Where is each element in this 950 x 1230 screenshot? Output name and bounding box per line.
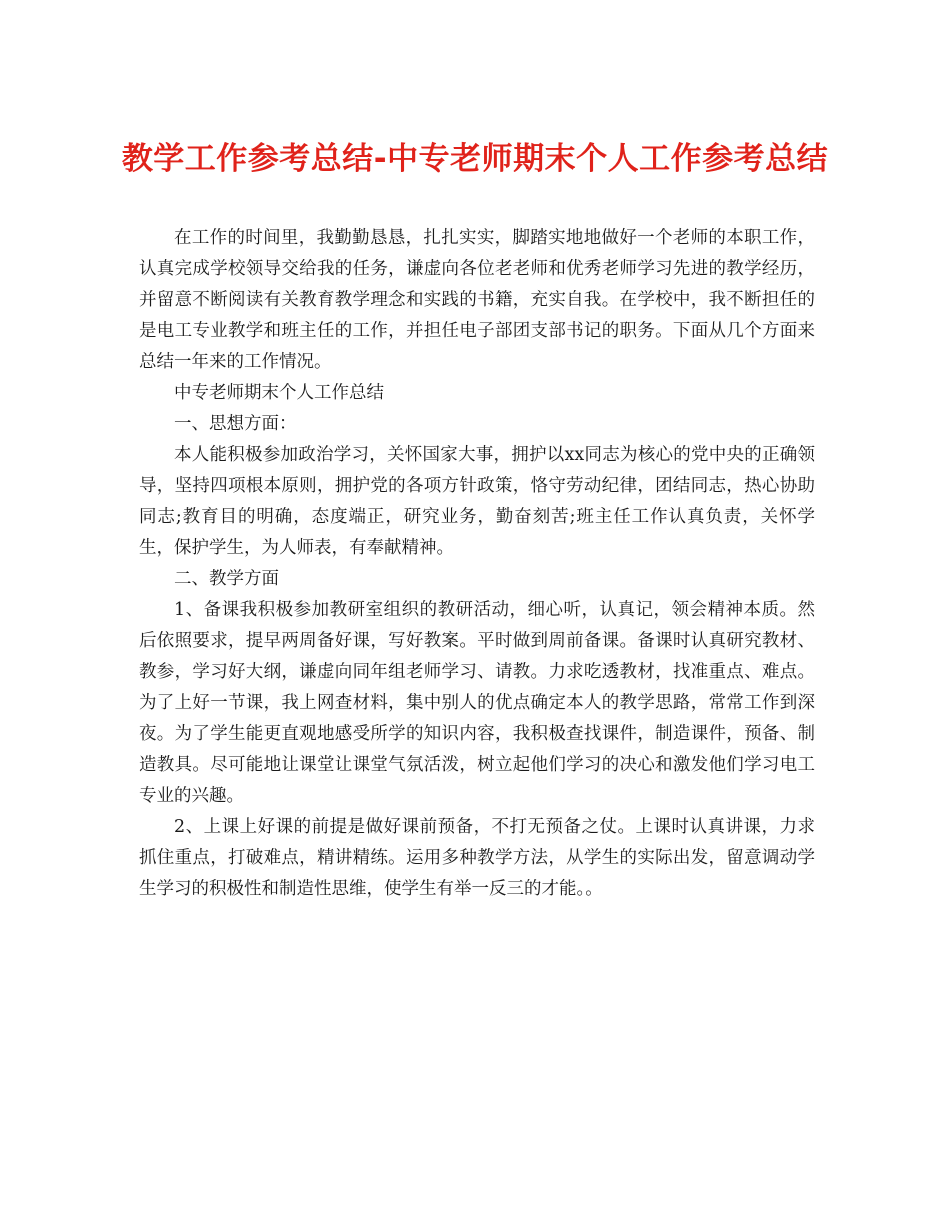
lesson-prep-paragraph: 1、备课我积极参加教研室组织的教研活动，细心听，认真记，领会精神本质。然后依照要求，提早两周备好课，写好教案。平时做到周前备课。备课时认真研究教材、教参，学习好大纲，谦虚向同年组老师学习、请教。力求吃透教材，找准重点、难点。为了上好一节课，我上网查材料，集中别人的优点确定本人的教学思路，常常工作到深夜。为了学生能更直观地感受所学的知识内容，我积极查找课件，制造课件，预备、制造教具。尽可能地让课堂让课堂气氛活泼，树立起他们学习的决心和激发他们学习电工专业的兴趣。 (139, 600, 815, 806)
subtitle-line: 中专老师期末个人工作总结 (174, 383, 384, 403)
document-title: 教学工作参考总结-中专老师期末个人工作参考总结 (121, 141, 829, 177)
intro-paragraph: 在工作的时间里，我勤勤恳恳，扎扎实实，脚踏实地地做好一个老师的本职工作，认真完成学校领导交给我的任务，谦虚向各位老老师和优秀老师学习先进的教学经历，并留意不断阅读有关教育教学理念和实践的书籍，充实自我。在学校中，我不断担任的是电工专业教学和班主任的工作，并担任电子部团支部书记的职务。下面从几个方面来总结一年来的工作情况。 (139, 228, 815, 372)
thought-paragraph: 本人能积极参加政治学习，关怀国家大事，拥护以xx同志为核心的党中央的正确领导，坚持四项根本原则，拥护党的各项方针政策，恪守劳动纪律，团结同志，热心协助同志;教育目的明确，态度端正，研究业务，勤奋刻苦;班主任工作认真负责，关怀学生，保护学生，为人师表，有奉献精神。 (139, 445, 815, 558)
document-body (139, 223, 815, 905)
section-heading-teaching: 二、教学方面 (174, 569, 279, 589)
section-heading-thought: 一、思想方面： (174, 414, 297, 434)
class-teaching-paragraph: 2、上课上好课的前提是做好课前预备，不打无预备之仗。上课时认真讲课，力求抓住重点，打破难点，精讲精练。运用多种教学方法，从学生的实际出发，留意调动学生学习的积极性和制造性思维，使学生有举一反三的才能。。 (139, 817, 815, 899)
